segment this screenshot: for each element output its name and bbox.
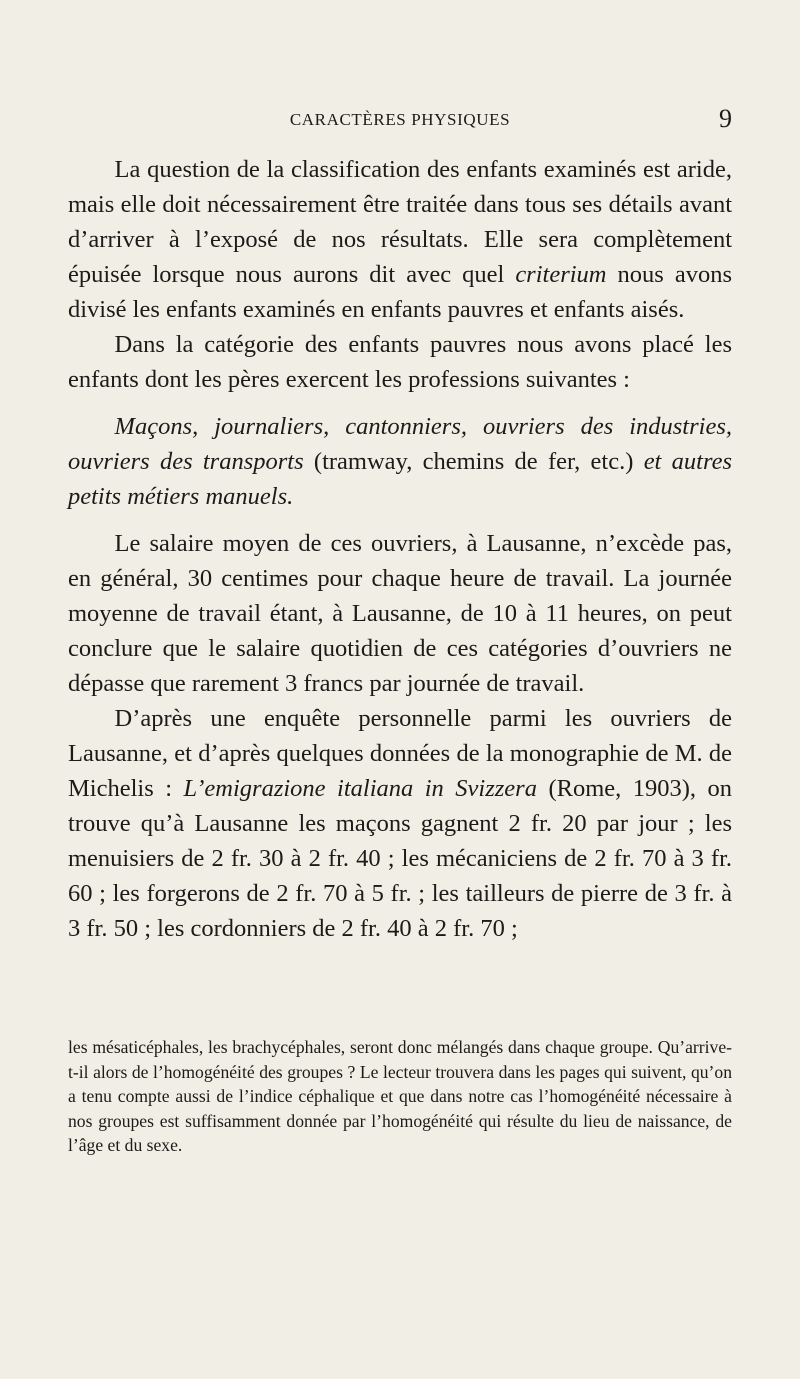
- italic-professions: et autres petits métiers manuels.: [68, 448, 732, 510]
- italic-citation: L’emigrazione italiana in Svizzera: [183, 775, 537, 802]
- paragraph-categories: Dans la catégorie des enfants pauvres nous avons placé les enfants dont les pères exercent les professions suivantes :: [68, 331, 732, 393]
- paragraph-text: (Rome, 1903), on trouve qu’à Lausanne les maçons gagnent 2 fr. 20 par jour ; les menuisiers de 2 fr. 30 à 2 fr. 40 ; les mécaniciens de 2 fr. 70 à 3 fr. 60 ; les forgerons de 2 fr. 70 à 5 fr. ; les tailleurs de pierre de 3 fr. à 3 fr. 50 ; les cordonniers de 2 fr. 40 à 2 fr. 70 ;: [68, 775, 733, 942]
- running-head: [68, 106, 732, 136]
- paragraph-text: (tramway, chemins de fer, etc.): [313, 448, 634, 475]
- running-title: CARACTÈRES PHYSIQUES: [289, 110, 511, 129]
- paragraph-salary: Le salaire moyen de ces ouvriers, à Lausanne, n’excède pas, en général, 30 centimes pour chaque heure de travail. La journée moyenne de travail étant, à Lausanne, de 10 à 11 heures, on peut conclure que le salaire quotidien de ces catégories d’ouvriers ne dépasse que rarement 3 francs par journée de travail.: [68, 530, 732, 697]
- paragraph-text: D’après une enquête personnelle parmi les ouvriers de Lausanne, et d’après quelques données de la monographie de M. de Michelis :: [68, 705, 732, 802]
- italic-professions: Maçons, journaliers, cantonniers, ouvriers des industries, ouvriers des transports: [68, 413, 732, 475]
- paragraph-text: nous avons divisé les enfants examinés en enfants pauvres et enfants aisés.: [68, 261, 733, 323]
- page-number: 9: [719, 104, 732, 133]
- paragraph-classification: [68, 152, 732, 327]
- paragraph-text: La question de la classification des enfants examinés est aride, mais elle doit nécessairement être traitée dans tous ses détails avant d’arriver à l’exposé de nos résultats. Elle sera complètement épuisée lorsque nous aurons dit avec quel: [68, 156, 732, 288]
- paragraph-survey: [68, 701, 732, 946]
- body-text: [68, 152, 732, 946]
- paragraph-professions: [68, 409, 732, 514]
- footnote: [68, 1035, 732, 1158]
- footnote-text: les mésaticéphales, les brachycéphales, seront donc mélangés dans chaque groupe. Qu’arrive-t-il alors de l’homogénéité des groupes ? Le lecteur trouvera dans les pages qui suivent, qu’on a tenu compte aussi de l’indice céphalique et que dans notre cas l’homogénéité nécessaire à nos groupes est suffisamment donnée par l’homogénéité qui résulte du lieu de naissance, de l’âge et du sexe.: [68, 1037, 732, 1156]
- italic-term: criterium: [515, 261, 607, 288]
